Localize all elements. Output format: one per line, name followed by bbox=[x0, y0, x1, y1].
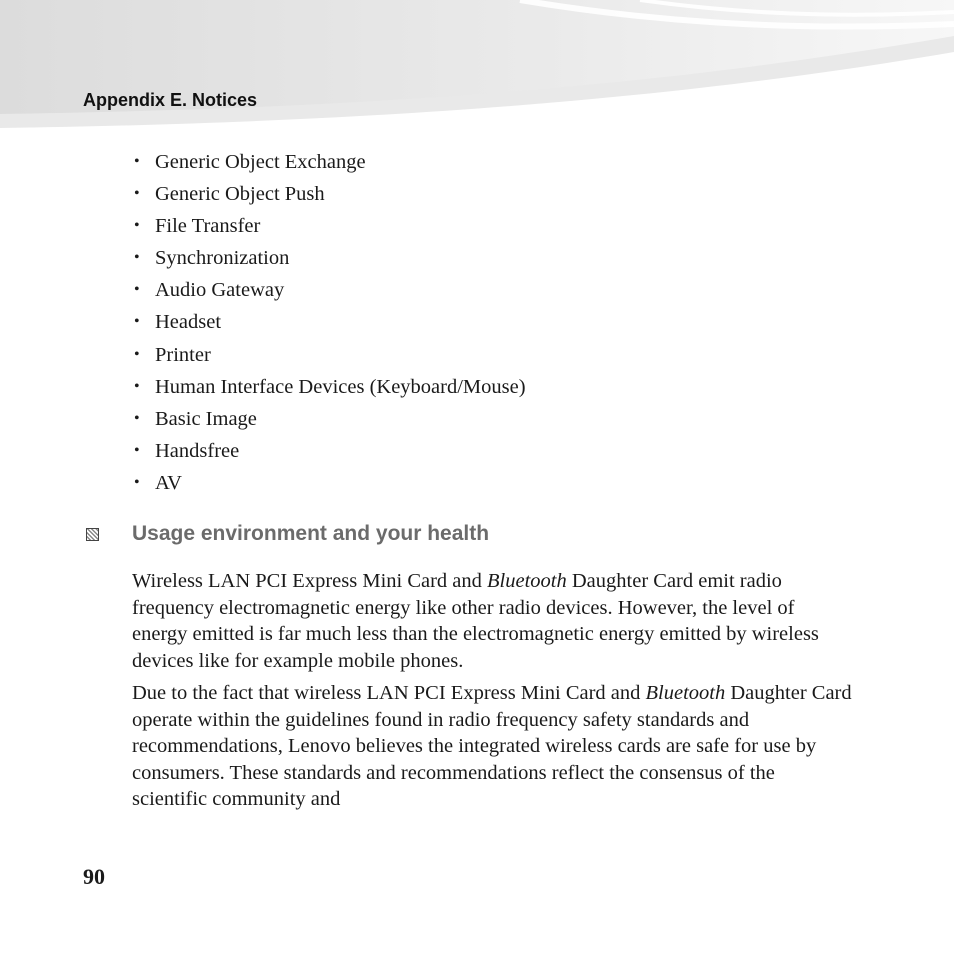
bullet-icon: • bbox=[134, 377, 140, 395]
list-item-text: Generic Object Exchange bbox=[155, 151, 366, 173]
bullet-icon: • bbox=[134, 441, 140, 459]
header-decoration bbox=[0, 0, 954, 140]
list-item bbox=[134, 148, 526, 180]
list-item bbox=[134, 308, 526, 340]
list-item bbox=[134, 244, 526, 276]
body-paragraph bbox=[132, 568, 852, 674]
paragraph-text: Daughter Card operate within the guidelines found in radio frequency safety standards and recommendations, Lenovo believes the integrated wireless cards are safe for use by consumers. These standards and recommendations reflect the consensus of the scientific community and bbox=[132, 682, 852, 811]
paragraph-text: Due to the fact that wireless LAN PCI Express Mini Card and bbox=[132, 682, 646, 704]
chapter-title: Appendix E. Notices bbox=[83, 90, 258, 110]
bullet-icon: • bbox=[134, 409, 140, 427]
section-marker-icon bbox=[86, 528, 99, 541]
list-item bbox=[134, 180, 526, 212]
bullet-icon: • bbox=[134, 345, 140, 363]
page-number: 90 bbox=[83, 864, 105, 889]
bullet-icon: • bbox=[134, 185, 140, 203]
section-heading bbox=[86, 522, 489, 546]
list-item-text: Printer bbox=[155, 343, 211, 366]
bullet-icon: • bbox=[134, 313, 140, 331]
bluetooth-profile-list bbox=[134, 148, 526, 501]
list-item-text: Handsfree bbox=[155, 439, 240, 462]
list-item bbox=[134, 212, 526, 244]
bullet-icon: • bbox=[134, 281, 140, 299]
bullet-icon: • bbox=[134, 249, 140, 267]
list-item bbox=[134, 373, 526, 405]
list-item-text: Audio Gateway bbox=[155, 279, 285, 302]
list-item-text: AV bbox=[155, 471, 182, 494]
list-item-text: Synchronization bbox=[155, 247, 290, 270]
body-paragraph bbox=[132, 680, 852, 813]
list-item-text: Generic Object Push bbox=[155, 183, 325, 206]
list-item bbox=[134, 469, 526, 501]
emphasis-text: Bluetooth bbox=[645, 682, 726, 704]
bullet-icon: • bbox=[134, 217, 140, 235]
bullet-icon: • bbox=[134, 153, 140, 170]
list-item bbox=[134, 276, 526, 308]
list-item-text: File Transfer bbox=[155, 215, 261, 238]
paragraph-text: Daughter Card emit radio frequency electromagnetic energy like other radio devices. However, the level of energy emitted is far much less than the electromagnetic energy emitted by wireless devices like for example mobile phones. bbox=[132, 570, 819, 672]
list-item bbox=[134, 437, 526, 469]
list-item-text: Headset bbox=[155, 311, 222, 334]
paragraph-text: Wireless LAN PCI Express Mini Card and bbox=[132, 570, 488, 592]
list-item-text: Basic Image bbox=[155, 407, 257, 430]
section-title: Usage environment and your health bbox=[132, 522, 490, 545]
bullet-icon: • bbox=[134, 473, 140, 491]
list-item-text: Human Interface Devices (Keyboard/Mouse) bbox=[155, 375, 526, 398]
emphasis-text: Bluetooth bbox=[487, 570, 567, 592]
list-item bbox=[134, 405, 526, 437]
list-item bbox=[134, 341, 526, 373]
